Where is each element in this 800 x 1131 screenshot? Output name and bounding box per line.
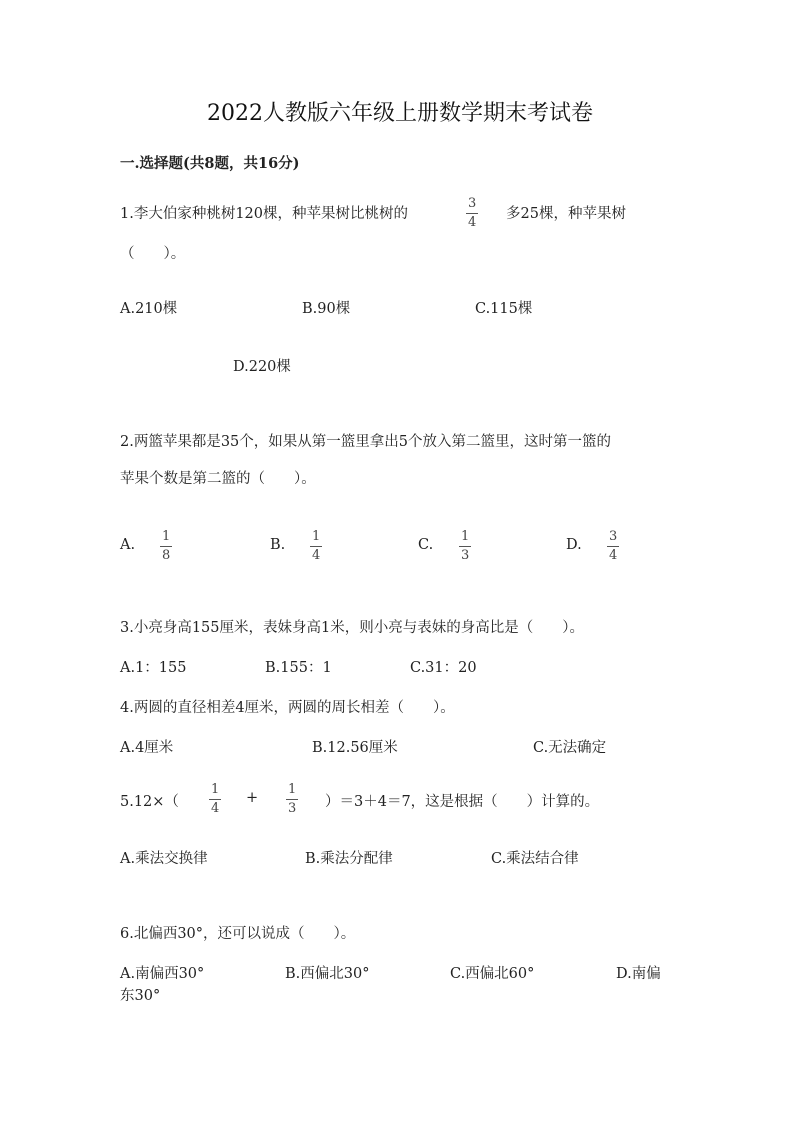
q2-option-b-label: B. bbox=[270, 537, 286, 553]
q5-text-suffix: ）＝3＋4＝7，这是根据（ ）计算的。 bbox=[325, 794, 600, 810]
q1-option-a: A.210棵 bbox=[120, 301, 178, 317]
q1-text-prefix: 1.李大伯家种桃树120棵，种苹果树比桃树的 bbox=[120, 206, 409, 222]
q6-option-b: B.西偏北30° bbox=[285, 966, 370, 982]
q3-option-c: C.31：20 bbox=[410, 660, 477, 676]
q5-option-c: C.乘法结合律 bbox=[491, 851, 579, 867]
q5-option-a: A.乘法交换律 bbox=[120, 851, 208, 867]
q5-option-b: B.乘法分配律 bbox=[305, 851, 393, 867]
q2-option-a-fraction bbox=[160, 530, 172, 563]
q2-option-a-numerator: 1 bbox=[162, 529, 171, 544]
q4-option-a: A.4厘米 bbox=[120, 740, 174, 756]
q5-fraction-2-numerator: 1 bbox=[288, 782, 297, 797]
q5-fraction-1-denominator: 4 bbox=[211, 801, 220, 816]
q2-option-c-label: C. bbox=[418, 537, 434, 553]
q1-option-c: C.115棵 bbox=[475, 301, 533, 317]
q2-option-b-denominator: 4 bbox=[312, 548, 321, 563]
q3-option-b: B.155：1 bbox=[265, 660, 332, 676]
q5-fraction-2 bbox=[286, 783, 298, 816]
q1-fraction bbox=[466, 197, 478, 230]
section-heading: 一.选择题(共8题，共16分) bbox=[120, 155, 300, 172]
q4-option-c: C.无法确定 bbox=[533, 740, 607, 756]
q5-text-prefix: 5.12×（ bbox=[120, 794, 179, 810]
q5-fraction-1 bbox=[209, 783, 221, 816]
q6-option-c: C.西偏北60° bbox=[450, 966, 535, 982]
q2-text-line1: 2.两篮苹果都是35个，如果从第一篮里拿出5个放入第二篮里，这时第一篮的 bbox=[120, 434, 612, 450]
q2-text-line2: 苹果个数是第二篮的（ ）。 bbox=[120, 471, 316, 487]
q1-text-line2: （ ）。 bbox=[120, 246, 186, 262]
q2-option-c-numerator: 1 bbox=[461, 529, 470, 544]
q6-text: 6.北偏西30°，还可以说成（ ）。 bbox=[120, 926, 356, 942]
q1-fraction-numerator: 3 bbox=[468, 196, 477, 211]
q1-fraction-denominator: 4 bbox=[468, 215, 477, 230]
q2-option-a-denominator: 8 bbox=[162, 548, 171, 563]
q1-option-d: D.220棵 bbox=[233, 359, 291, 375]
q6-option-d-wrap: 东30° bbox=[120, 988, 161, 1004]
q5-plus-sign: + bbox=[246, 790, 259, 806]
q2-option-a-label: A. bbox=[120, 537, 136, 553]
q2-option-d-fraction bbox=[607, 530, 619, 563]
q2-option-d-numerator: 3 bbox=[609, 529, 618, 544]
q3-text: 3.小亮身高155厘米，表妹身高1米，则小亮与表妹的身高比是（ ）。 bbox=[120, 620, 584, 636]
q1-text-suffix: 多25棵，种苹果树 bbox=[506, 206, 626, 222]
q5-fraction-1-numerator: 1 bbox=[211, 782, 220, 797]
q2-option-c-fraction bbox=[459, 530, 471, 563]
q6-option-d: D.南偏 bbox=[616, 966, 661, 982]
q4-option-b: B.12.56厘米 bbox=[312, 740, 398, 756]
q2-option-b-fraction bbox=[310, 530, 322, 563]
page-title: 2022人教版六年级上册数学期末考试卷 bbox=[207, 101, 593, 126]
q6-option-a: A.南偏西30° bbox=[120, 966, 205, 982]
q5-fraction-2-denominator: 3 bbox=[288, 801, 297, 816]
q2-option-d-label: D. bbox=[566, 537, 582, 553]
q2-option-b-numerator: 1 bbox=[312, 529, 321, 544]
q2-option-d-denominator: 4 bbox=[609, 548, 618, 563]
q3-option-a: A.1：155 bbox=[120, 660, 187, 676]
q1-option-b: B.90棵 bbox=[302, 301, 351, 317]
q2-option-c-denominator: 3 bbox=[461, 548, 470, 563]
q4-text: 4.两圆的直径相差4厘米，两圆的周长相差（ ）。 bbox=[120, 700, 455, 716]
